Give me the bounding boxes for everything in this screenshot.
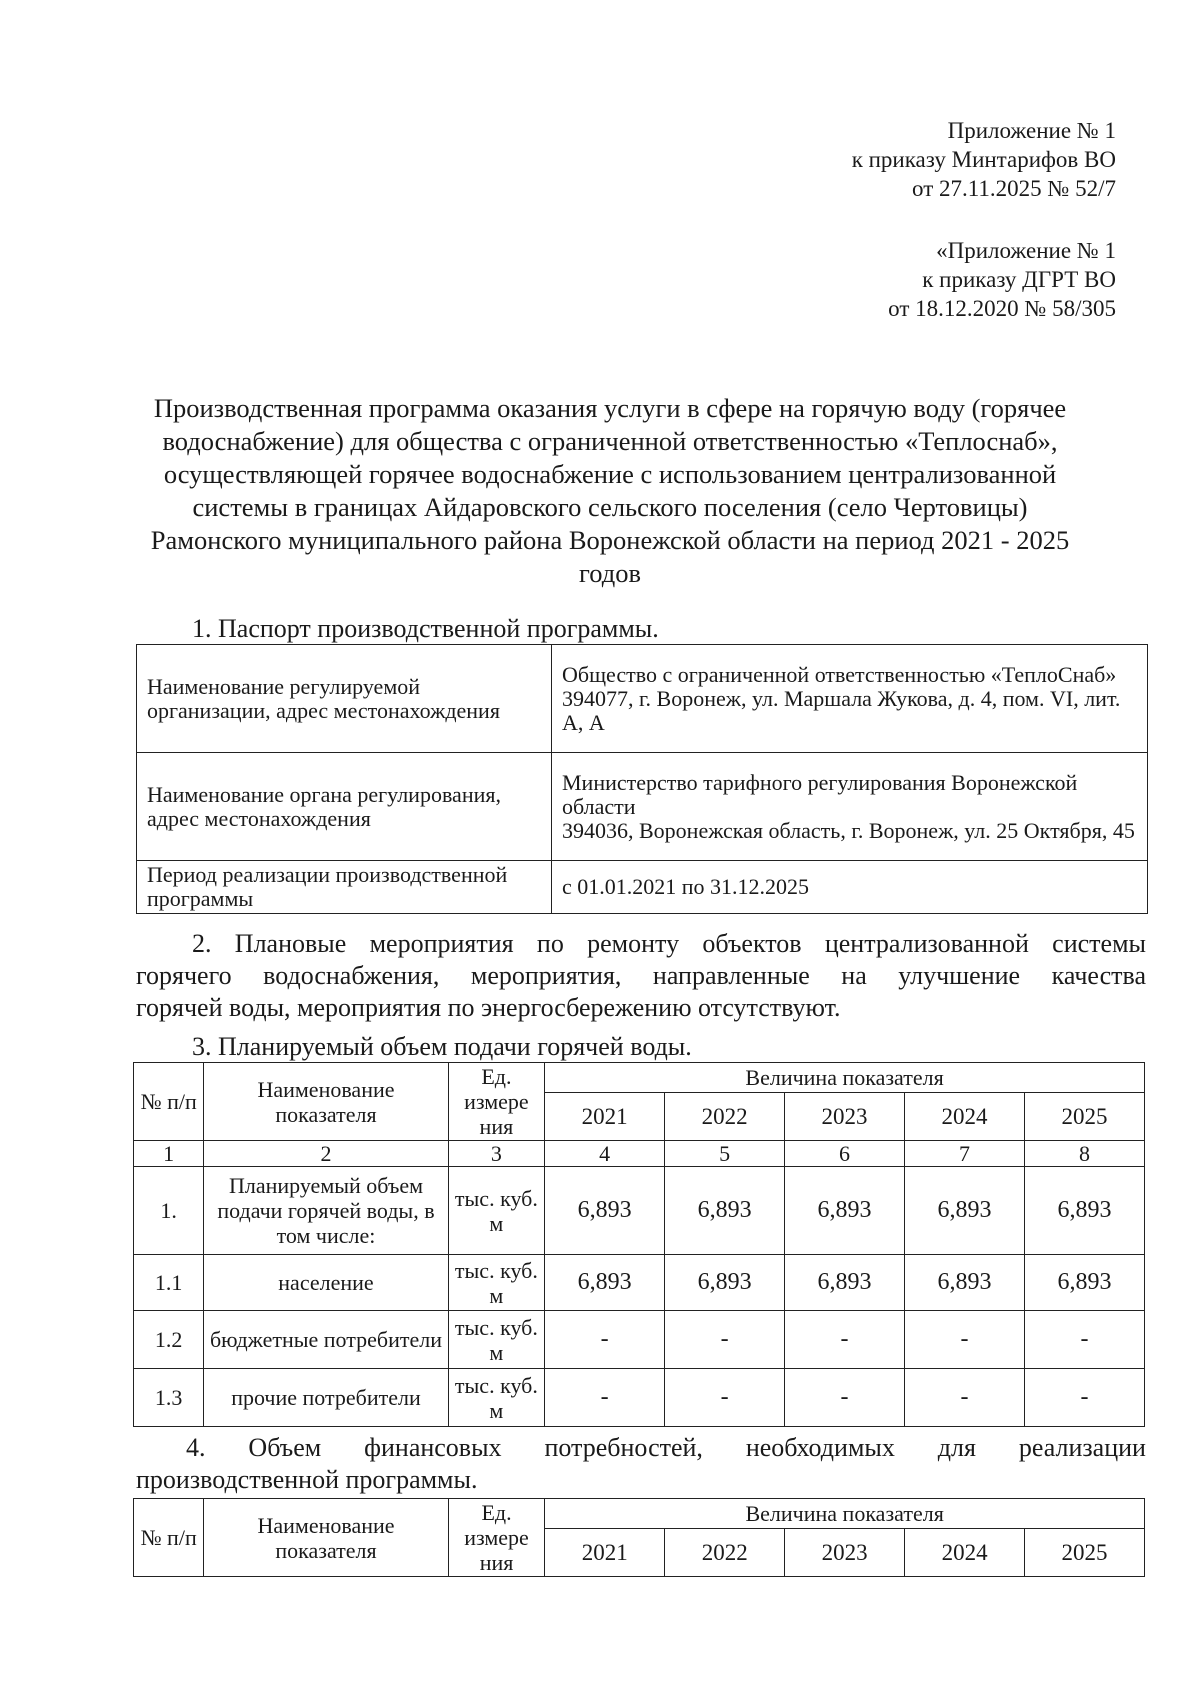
section2-paragraph (136, 928, 1146, 1024)
table-header-row (134, 1063, 1145, 1093)
paragraph-line: горячей воды, мероприятия по энергосбережению отсутствуют. (136, 993, 841, 1022)
header-num: № п/п (134, 1499, 204, 1577)
section3-heading: 3. Планируемый объем подачи горячей воды. (192, 1032, 692, 1061)
table-row (137, 645, 1148, 753)
header-name: Наименование показателя (204, 1063, 448, 1141)
column-number: 6 (785, 1141, 905, 1167)
row-value: 6,893 (1024, 1255, 1144, 1311)
paragraph-word: потребностей, (544, 1433, 703, 1462)
row-name: население (204, 1255, 448, 1311)
appendix-original-note (888, 236, 1116, 323)
column-number: 8 (1024, 1141, 1144, 1167)
paragraph-line: 2. Плановые мероприятия по ремонту объектов централизованной системы (192, 929, 1146, 958)
title-line: Рамонского муниципального района Воронежской области на период 2021 - 2025 (150, 525, 1070, 555)
appendix-original-line2: к приказу ДГРТ ВО (922, 267, 1116, 292)
paragraph-word: необходимых (745, 1433, 895, 1462)
title-line: Производственная программа оказания услуги в сфере на горячую воду (горячее (153, 393, 1067, 423)
row-value: - (785, 1311, 905, 1369)
paragraph-word: 4. (186, 1433, 206, 1462)
row-value: - (665, 1311, 785, 1369)
row-num: 1.1 (134, 1255, 204, 1311)
passport-value (552, 861, 1148, 914)
header-year: 2022 (665, 1093, 785, 1141)
column-number: 4 (545, 1141, 665, 1167)
passport-value-line: с 01.01.2021 по 31.12.2025 (562, 874, 810, 899)
row-value: - (1024, 1311, 1144, 1369)
row-unit: тыс. куб. м (448, 1369, 545, 1427)
appendix-current-line1: Приложение № 1 (947, 118, 1116, 143)
row-value: - (785, 1369, 905, 1427)
row-num: 1.3 (134, 1369, 204, 1427)
header-value-group: Величина показателя (545, 1499, 1145, 1529)
title-line: водоснабжение) для общества с ограниченной ответственностью «Теплоснаб», (162, 426, 1058, 456)
passport-label: Период реализации производственной программы (137, 861, 552, 914)
row-value: - (665, 1369, 785, 1427)
row-num: 1.2 (134, 1311, 204, 1369)
paragraph-word: для (937, 1433, 976, 1462)
section4-paragraph (136, 1432, 1146, 1496)
row-value: - (905, 1311, 1025, 1369)
header-year: 2023 (785, 1529, 905, 1577)
header-year: 2022 (665, 1529, 785, 1577)
header-year: 2025 (1024, 1093, 1144, 1141)
passport-table (136, 644, 1148, 914)
header-num: № п/п (134, 1063, 204, 1141)
row-value: - (545, 1369, 665, 1427)
passport-value-line: 394036, Воронежская область, г. Воронеж, ул. 25 Октября, 45 (562, 817, 1135, 843)
column-number: 1 (134, 1141, 204, 1167)
row-num: 1. (134, 1167, 204, 1255)
header-year: 2021 (545, 1093, 665, 1141)
row-name: Планируемый объем подачи горячей воды, в том числе: (204, 1167, 448, 1255)
row-name: прочие потребители (204, 1369, 448, 1427)
paragraph-line (136, 1432, 1146, 1464)
table-row (134, 1167, 1145, 1255)
row-value: 6,893 (665, 1255, 785, 1311)
column-number: 5 (665, 1141, 785, 1167)
header-value-group: Величина показателя (545, 1063, 1145, 1093)
paragraph-line: производственной программы. (136, 1465, 478, 1494)
paragraph-word: реализации (1018, 1433, 1146, 1462)
hot-water-volume-table (133, 1062, 1145, 1427)
column-number: 7 (905, 1141, 1025, 1167)
header-name: Наименование показателя (204, 1499, 448, 1577)
column-number: 2 (204, 1141, 448, 1167)
column-number: 3 (448, 1141, 545, 1167)
row-unit: тыс. куб. м (448, 1311, 545, 1369)
row-value: 6,893 (905, 1167, 1025, 1255)
column-number-row (134, 1141, 1145, 1167)
row-value: 6,893 (785, 1167, 905, 1255)
appendix-current-note (852, 116, 1116, 203)
paragraph-word: финансовых (364, 1433, 502, 1462)
row-value: - (545, 1311, 665, 1369)
row-unit: тыс. куб. м (448, 1167, 545, 1255)
row-value: 6,893 (785, 1255, 905, 1311)
row-value: 6,893 (545, 1255, 665, 1311)
passport-value-line: Министерство тарифного регулирования Воронежской области (562, 769, 1078, 819)
header-year: 2025 (1025, 1529, 1145, 1577)
table-row (134, 1369, 1145, 1427)
header-year: 2024 (905, 1093, 1025, 1141)
table-row (134, 1255, 1145, 1311)
row-value: - (905, 1369, 1025, 1427)
header-unit: Ед. измере ния (448, 1499, 545, 1577)
row-value: 6,893 (905, 1255, 1025, 1311)
appendix-current-line2: к приказу Минтарифов ВО (851, 147, 1116, 172)
title-line: осуществляющей горячее водоснабжение с использованием централизованной (163, 459, 1057, 489)
header-year: 2021 (545, 1529, 665, 1577)
title-line: системы в границах Айдаровского сельского поселения (село Чертовицы) (192, 492, 1028, 522)
paragraph-line: горячего водоснабжения, мероприятия, направленные на улучшение качества (136, 961, 1146, 990)
header-year: 2024 (905, 1529, 1025, 1577)
row-value: 6,893 (1024, 1167, 1144, 1255)
appendix-current-line3: от 27.11.2025 № 52/7 (912, 176, 1116, 201)
header-unit: Ед. измере ния (448, 1063, 545, 1141)
passport-value (552, 753, 1148, 861)
passport-value (552, 645, 1148, 753)
row-value: - (1024, 1369, 1144, 1427)
row-value: 6,893 (665, 1167, 785, 1255)
table-header-row (134, 1499, 1145, 1529)
appendix-original-line3: от 18.12.2020 № 58/305 (888, 296, 1116, 321)
financial-needs-table (133, 1498, 1145, 1577)
table-row (137, 753, 1148, 861)
paragraph-word: Объем (248, 1433, 322, 1462)
section1-heading: 1. Паспорт производственной программы. (192, 614, 659, 643)
document-title (110, 392, 1110, 590)
passport-label: Наименование органа регулирования, адрес местонахождения (137, 753, 552, 861)
title-line: годов (579, 558, 641, 588)
row-name: бюджетные потребители (204, 1311, 448, 1369)
passport-value-line: Общество с ограниченной ответственностью «ТеплоСнаб» (562, 661, 1117, 687)
table-row (137, 861, 1148, 914)
row-value: 6,893 (545, 1167, 665, 1255)
table-row (134, 1311, 1145, 1369)
header-year: 2023 (785, 1093, 905, 1141)
passport-value-line: 394077, г. Воронеж, ул. Маршала Жукова, д. 4, пом. VI, лит. А, А (562, 685, 1121, 735)
passport-label: Наименование регулируемой организации, адрес местонахождения (137, 645, 552, 753)
row-unit: тыс. куб. м (448, 1255, 545, 1311)
appendix-original-line1: «Приложение № 1 (936, 238, 1116, 263)
